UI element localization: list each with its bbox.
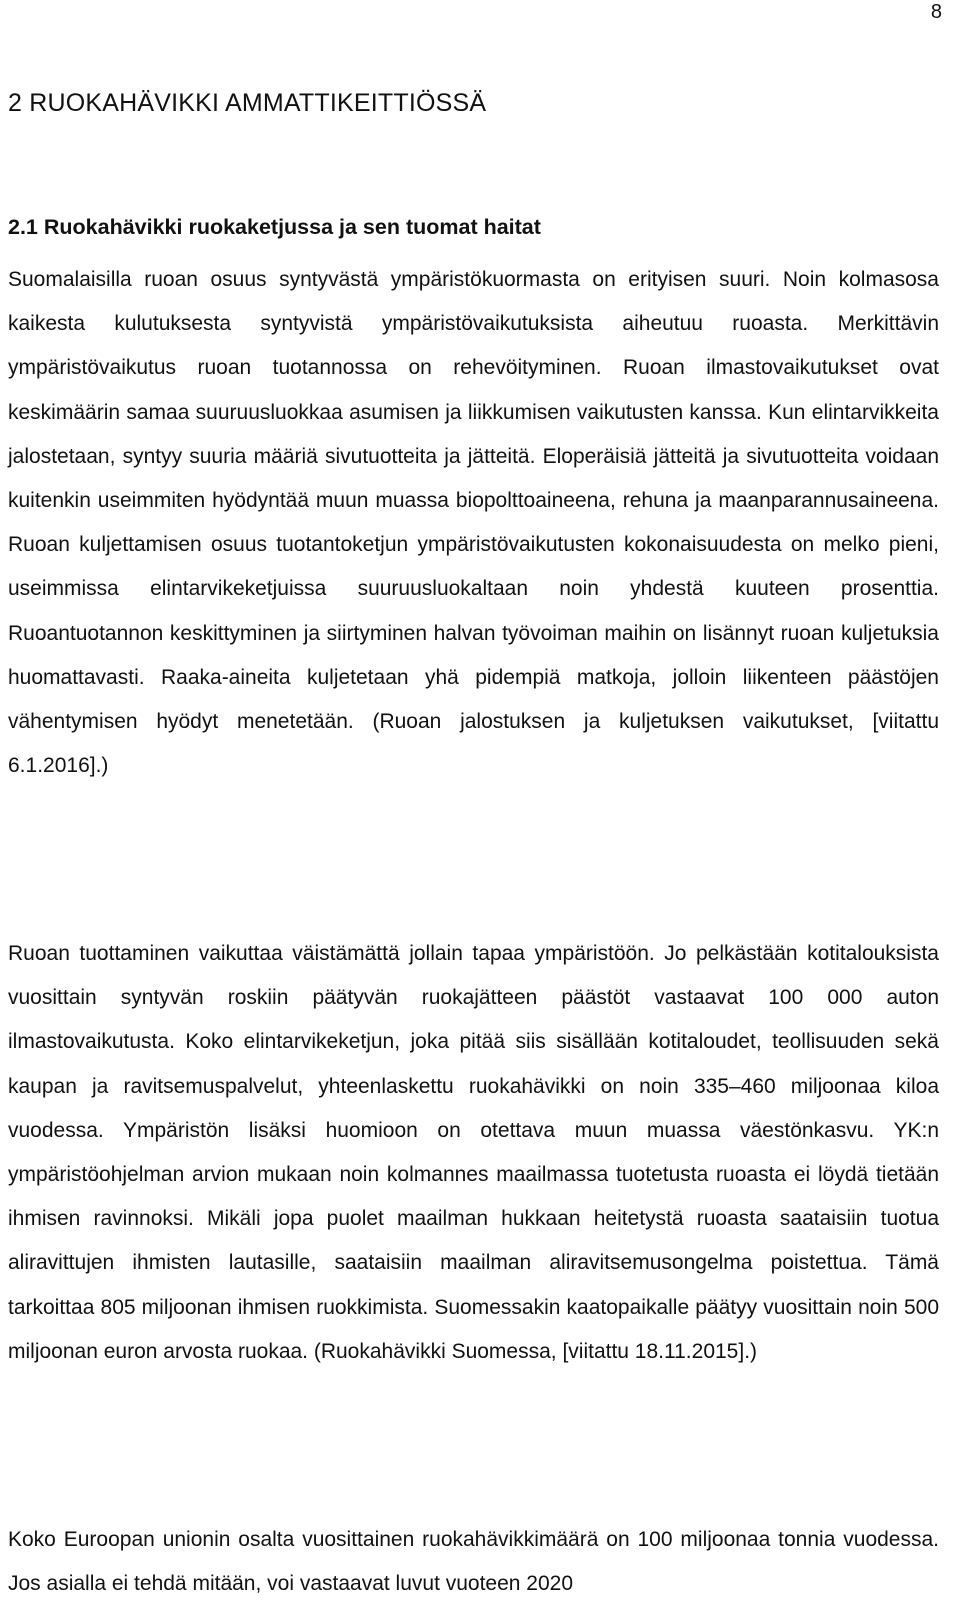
body-paragraph-2: Ruoan tuottaminen vaikuttaa väistämättä jollain tapaa ympäristöön. Jo pelkästään kotitalouksista vuosittain syntyvän roskiin päätyvän ruokajätteen päästöt vastaavat 100 000 auton ilmastovaikutusta. Koko elintarvikeketjun, joka pitää siis sisällään kotitaloudet, teollisuuden sekä kaupan ja ravitsemuspalvelut, yhteenlaskettu ruokahävikki on noin 335–460 miljoonaa kiloa vuodessa. Ympäristön lisäksi huomioon on otettava muun muassa väestönkasvu. YK:n ympäristöohjelman arvion mukaan noin kolmannes maailmassa tuotetusta ruoasta ei löydä tietään ihmisen ravinnoksi. Mikäli jopa puolet maailman hukkaan heitetystä ruoasta saataisiin tuotua aliravittujen ihmisten lautasille, saataisiin maailman aliravitsemusongelma poistettua. Tämä tarkoittaa 805 miljoonan ihmisen ruokkimista. Suomessakin kaatopaikalle päätyy vuosittain noin 500 miljoonan euron arvosta ruokaa. (Ruokahävikki Suomessa, [viitattu 18.11.2015].) xyxy=(8,942,939,1363)
section-heading: 2.1 Ruokahävikki ruokaketjussa ja sen tuomat haitat xyxy=(8,215,541,239)
body-paragraph-3: Koko Euroopan unionin osalta vuosittainen ruokahävikkimäärä on 100 miljoonaa tonnia vuodessa. Jos asialla ei tehdä mitään, voi vastaavat luvut vuoteen 2020 xyxy=(8,1528,939,1596)
chapter-heading: 2 RUOKAHÄVIKKI AMMATTIKEITTIÖSSÄ xyxy=(8,89,487,117)
body-paragraph-1: Suomalaisilla ruoan osuus syntyvästä ympäristökuormasta on erityisen suuri. Noin kolmasosa kaikesta kulutuksesta syntyvistä ympäristövaikutuksista aiheutuu ruoasta. Merkittävin ympäristövaikutus ruoan tuotannossa on rehevöityminen. Ruoan ilmastovaikutukset ovat keskimäärin samaa suuruusluokkaa asumisen ja liikkumisen vaikutusten kanssa. Kun elintarvikkeita jalostetaan, syntyy suuria määriä sivutuotteita ja jätteitä. Eloperäisiä jätteitä ja sivutuotteita voidaan kuitenkin useimmiten hyödyntää muun muassa biopolttoaineena, rehuna ja maanparannusaineena. Ruoan kuljettamisen osuus tuotantoketjun ympäristövaikutusten kokonaisuudesta on melko pieni, useimmissa elintarvikeketjuissa suuruusluokaltaan noin yhdestä kuuteen prosenttia. Ruoantuotannon keskittyminen ja siirtyminen halvan työvoiman maihin on lisännyt ruoan kuljetuksia huomattavasti. Raaka-aineita kuljetetaan yhä pidempiä matkoja, jolloin liikenteen päästöjen vähentymisen hyödyt menetetään. (Ruoan jalostuksen ja kuljetuksen vaikutukset, [viitattu 6.1.2016].) xyxy=(8,268,939,778)
page-number: 8 xyxy=(930,1,942,23)
